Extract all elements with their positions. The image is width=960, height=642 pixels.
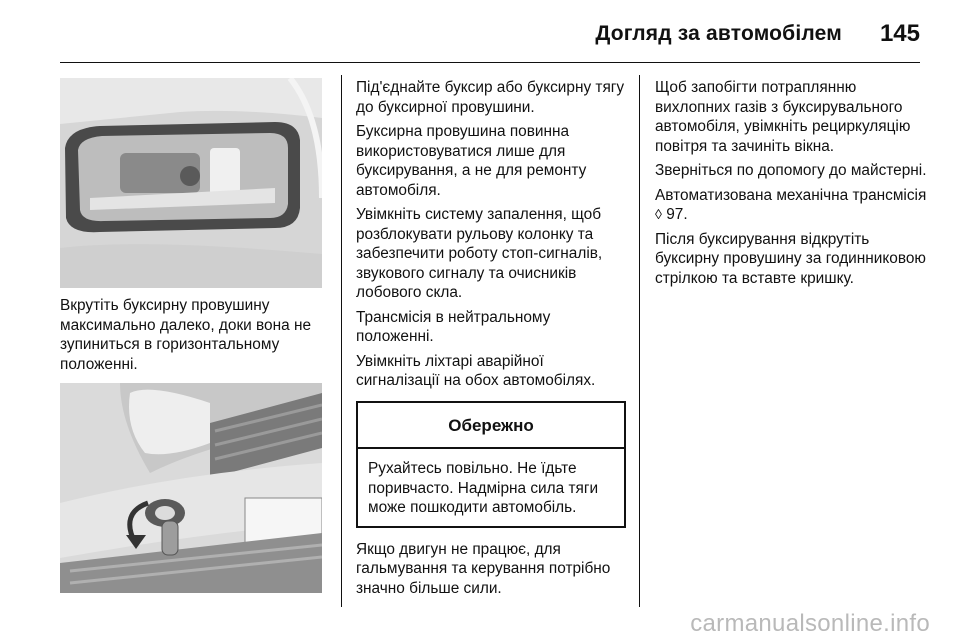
- column-divider-2: [639, 75, 640, 607]
- middle-column: [356, 78, 626, 603]
- watermark: carmanualsonline.info: [690, 610, 930, 637]
- caution-title: Обережно: [358, 403, 624, 450]
- header-rule: [60, 62, 920, 63]
- paragraph: Увімкніть систему запалення, щоб розблокувати рульову колонку та забезпечити роботу стоп-сигналів, звукового сигналу та очисників лобового скла.: [356, 206, 603, 301]
- caution-text: Рухайтесь повільно. Не їдьте поривчасто. Надмірна сила тяги може пошкодити автомобіль.: [368, 460, 599, 516]
- paragraph: Увімкніть ліхтарі аварійної сигналізації на обох автомобілях.: [356, 352, 596, 389]
- page-reference-link[interactable]: 97.: [666, 206, 688, 223]
- page-reference-arrow-icon: ◊: [655, 206, 662, 222]
- paragraph: Буксирна провушина повинна використовуватися лише для буксирування, а не для ремонту автомобіля.: [356, 123, 587, 199]
- page-number: 145: [879, 20, 920, 47]
- paragraph: Під'єднайте буксир або буксирну тягу до буксирної провушини.: [356, 79, 625, 116]
- left-caption: Вкрутіть буксирну провушину максимально далеко, доки вона не зупиниться в горизонтальному положенні.: [60, 297, 312, 373]
- header-title: Догляд за автомобілем: [595, 22, 842, 45]
- paragraph: Зверніться по допомогу до майстерні.: [655, 162, 927, 179]
- paragraph: [655, 186, 927, 225]
- figure-tow-eye-installed: [60, 383, 322, 593]
- column-divider-1: [341, 75, 342, 607]
- paragraph: Трансмісія в нейтральному положенні.: [356, 308, 551, 345]
- paragraph: Якщо двигун не працює, для гальмування та керування потрібно значно більше сили.: [356, 540, 611, 597]
- right-column: [655, 78, 927, 293]
- figure-tow-eye-storage: [60, 78, 322, 288]
- caution-box: [356, 401, 626, 528]
- paragraph: Щоб запобігти потраплянню вихлопних газів з буксирувального автомобіля, увімкніть рециркуляцію повітря та зачиніть вікна.: [655, 79, 911, 155]
- paragraph-text: Автоматизована механічна трансмісія: [655, 186, 927, 204]
- paragraph: Після буксирування відкрутіть буксирну провушину за годинниковою стрілкою та вставте кришку.: [655, 230, 926, 287]
